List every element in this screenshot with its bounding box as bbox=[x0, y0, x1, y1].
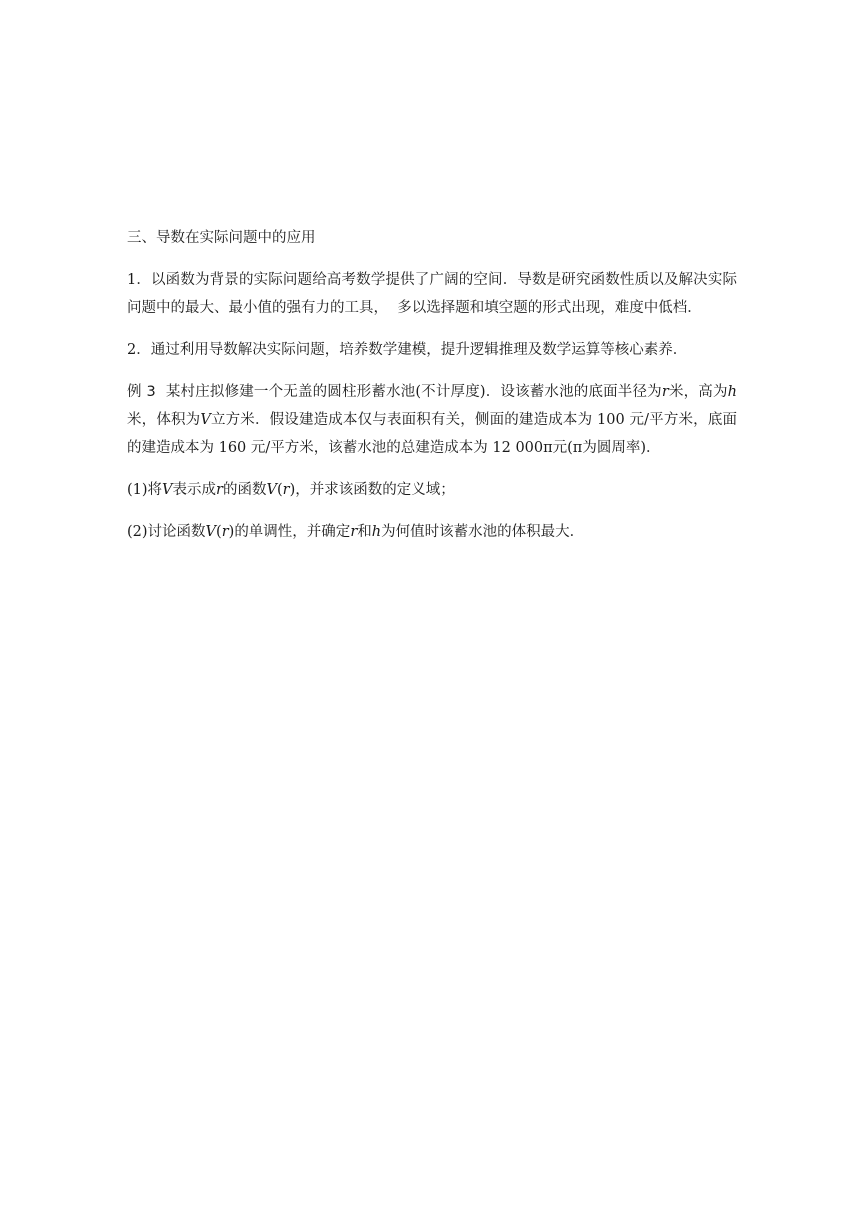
example-text-4: 立方米．假设建造成本仅与表面积有关，侧面的建造成本为 100 元/平方米，底面的建造成本为 160 元/平方米，该蓄水池的总建造成本为 12 000π元(π为圆周率)． bbox=[127, 412, 738, 456]
q1-paren-close: ) bbox=[289, 482, 296, 498]
q2-var-r: r bbox=[350, 524, 358, 540]
example-text-3: 米，体积为 bbox=[127, 412, 201, 428]
q1-func-V: V bbox=[266, 482, 277, 498]
question-2 bbox=[127, 518, 737, 546]
var-r: r bbox=[661, 384, 669, 400]
point-2 bbox=[127, 336, 737, 364]
q1-func-r: r bbox=[282, 482, 290, 498]
point-2-number: 2． bbox=[127, 342, 151, 358]
point-1 bbox=[127, 266, 737, 322]
point-1-text-a: 以函数为背景的实际问题给高考数学提供了广阔的空间．导数是研究函数性质以及解决实际问题中的最大、最小值的强有力的工具， bbox=[127, 272, 737, 316]
example-label: 例 3 bbox=[127, 384, 156, 400]
q1-paren-open: ( bbox=[276, 482, 283, 498]
q2-func-V: V bbox=[205, 524, 217, 540]
q1-text-c: 的函数 bbox=[222, 482, 267, 498]
q1-var-V: V bbox=[162, 482, 173, 498]
q2-text-b: 的单调性，并确定 bbox=[234, 524, 351, 540]
q2-paren-open: ( bbox=[216, 524, 222, 540]
question-1 bbox=[127, 476, 737, 504]
q2-text-c: 和 bbox=[357, 524, 372, 540]
q2-func-r: r bbox=[221, 524, 229, 540]
q1-var-r: r bbox=[216, 482, 223, 498]
example-text-2: 米，高为 bbox=[668, 384, 728, 400]
point-2-text: 通过利用导数解决实际问题，培养数学建模，提升逻辑推理及数学运算等核心素养． bbox=[150, 342, 688, 358]
section-title: 三、导数在实际问题中的应用 bbox=[127, 230, 316, 246]
var-h: h bbox=[727, 384, 738, 400]
q2-paren-close: ) bbox=[228, 524, 235, 540]
example-text-1: 某村庄拟修建一个无盖的圆柱形蓄水池(不计厚度)．设该蓄水池的底面半径为 bbox=[165, 384, 662, 400]
document-content bbox=[127, 224, 737, 560]
example-3 bbox=[127, 378, 737, 462]
point-1-text-b: 多以选择题和填空题的形式出现，难度中低档． bbox=[397, 300, 702, 316]
q1-text-d: ，并求该函数的定义域； bbox=[295, 482, 455, 498]
q2-text-d: 为何值时该蓄水池的体积最大． bbox=[381, 524, 585, 540]
var-V: V bbox=[200, 412, 211, 428]
q2-var-h: h bbox=[371, 524, 382, 540]
q1-text-b: 表示成 bbox=[172, 482, 217, 498]
q2-text-a: (2)讨论函数 bbox=[127, 524, 206, 540]
point-1-number: 1． bbox=[127, 272, 152, 288]
q1-text-a: (1)将 bbox=[127, 482, 163, 498]
